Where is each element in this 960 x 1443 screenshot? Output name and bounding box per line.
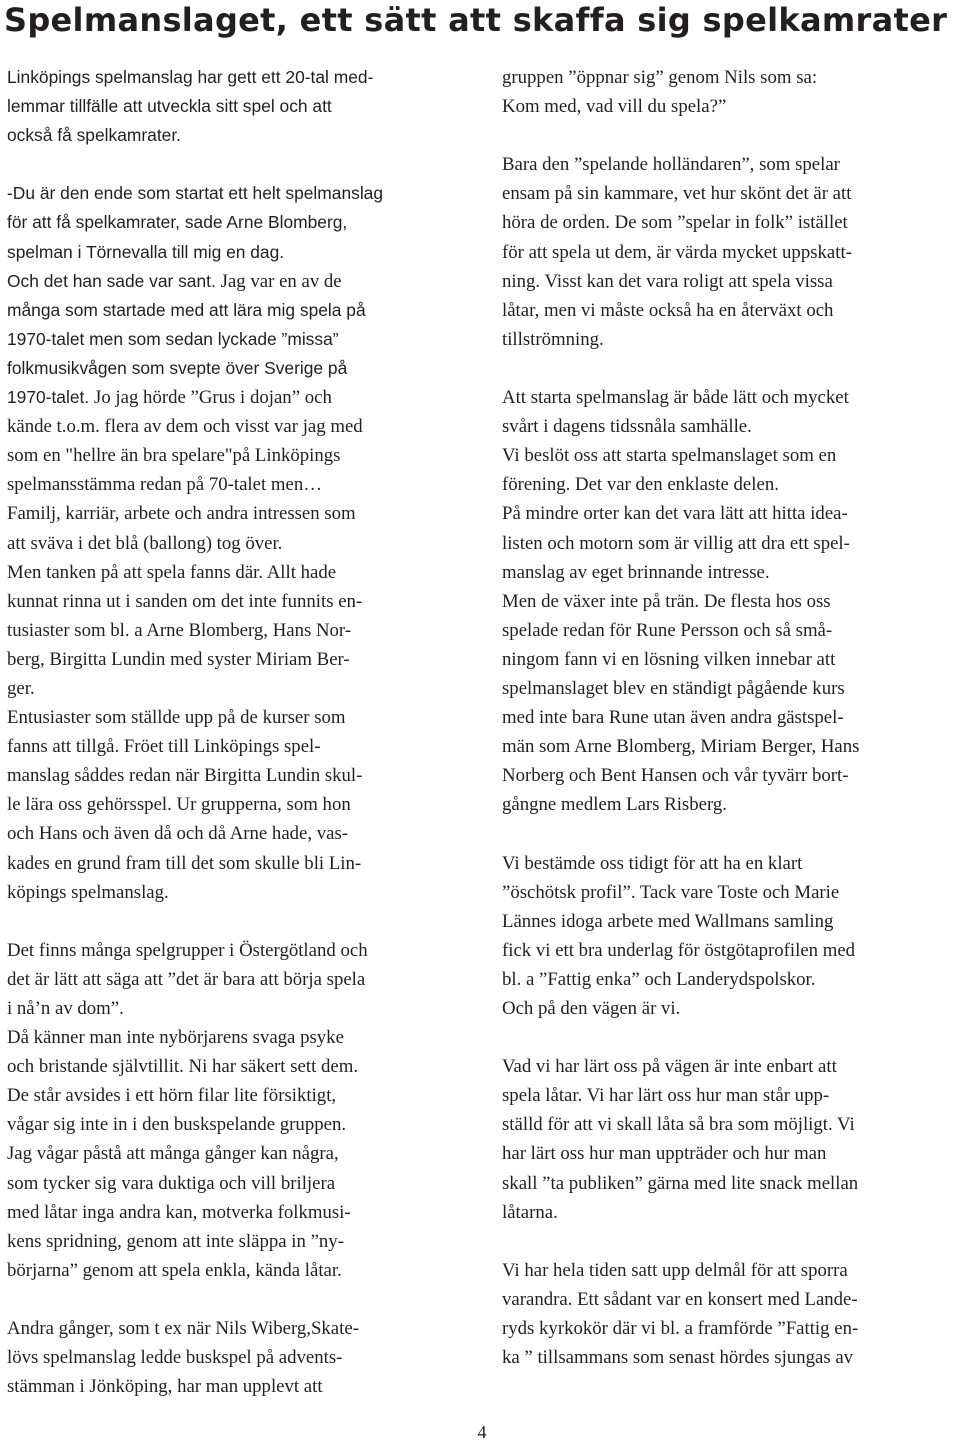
text-segment: På mindre orter kan det vara lätt att hitta idea- — [502, 503, 848, 525]
text-line — [502, 790, 950, 819]
text-line — [502, 645, 950, 674]
text-segment: skall ”ta publiken” gärna med lite snack mellan — [502, 1172, 859, 1194]
text-segment: Då känner man inte nybörjarens svaga psyke — [7, 1027, 344, 1049]
text-segment: spelmanslaget blev en ständigt pågående kurs — [502, 677, 845, 699]
text-line — [7, 1198, 465, 1227]
page-title: Spelmanslaget, ett sätt att skaffa sig spelkamrater — [4, 1, 948, 39]
text-line — [7, 208, 465, 237]
text-segment: stämman i Jönköping, har man upplevt att — [7, 1376, 323, 1398]
text-segment: Och på den vägen är vi. — [502, 998, 681, 1019]
text-segment: spelmansstämma redan på 70-talet men… — [7, 474, 323, 496]
text-segment: låtar, men vi måste också ha en återväxt och — [502, 299, 834, 321]
text-segment: Linköpings spelmanslag har gett ett 20-tal med- — [7, 67, 374, 87]
text-segment: manslag såddes redan när Birgitta Lundin skul- — [7, 765, 363, 787]
text-line — [502, 1169, 950, 1198]
text-line — [502, 1081, 950, 1110]
text-line — [7, 1372, 465, 1401]
text-segment: börjarna” genom att spela enkla, kända låtar. — [7, 1259, 342, 1281]
text-segment: Och det han sade var sant. — [7, 270, 221, 291]
text-segment: det är lätt att säga att ”det är bara att börja spela — [7, 968, 366, 990]
text-segment: ryds kyrkokör där vi bl. a framförde ”Fattig en- — [502, 1318, 859, 1340]
text-line — [7, 238, 465, 267]
text-line — [7, 965, 465, 994]
text-segment: ka ” tillsammans som senast hördes sjungas av — [502, 1347, 854, 1369]
text-line — [502, 936, 950, 965]
text-line — [7, 936, 465, 965]
text-line — [502, 674, 950, 703]
text-segment: fick vi ett bra underlag för östgötaprofilen med — [502, 939, 856, 961]
text-segment: köpings spelmanslag. — [7, 881, 169, 903]
text-segment: låtarna. — [502, 1201, 558, 1223]
text-line — [502, 92, 950, 121]
text-line — [502, 150, 950, 179]
text-segment: som tycker sig vara duktiga och vill briljera — [7, 1172, 336, 1194]
text-line — [7, 92, 465, 121]
text-line — [7, 1081, 465, 1110]
text-segment: Jag var en av de — [220, 270, 342, 292]
text-segment: Det finns många spelgrupper i Östergötland och — [7, 939, 368, 961]
text-segment: Bara den ”spelande holländaren”, som spelar — [502, 154, 840, 176]
text-line — [502, 529, 950, 558]
text-line — [502, 703, 950, 732]
text-line — [7, 325, 465, 354]
page-number: 4 — [477, 1422, 487, 1442]
text-line — [502, 907, 950, 936]
text-line — [502, 1198, 950, 1227]
text-line — [502, 1343, 950, 1372]
text-line — [7, 412, 465, 441]
text-line — [502, 1110, 950, 1139]
text-segment: för att spela ut dem, är värda mycket uppskatt- — [502, 241, 852, 263]
text-segment: ”öschötsk profil”. Tack vare Toste och Marie — [502, 881, 840, 903]
text-line — [7, 1110, 465, 1139]
text-segment: Men de växer inte på trän. De flesta hos oss — [502, 590, 831, 612]
text-segment: Familj, karriär, arbete och andra intressen som — [7, 503, 356, 525]
text-segment: Lännes idoga arbete med Wallmans samling — [502, 910, 834, 932]
text-line — [502, 732, 950, 761]
text-segment: tillströmning. — [502, 328, 604, 350]
text-line — [502, 878, 950, 907]
text-segment: vågar sig inte in i den buskspelande gruppen. — [7, 1114, 347, 1136]
text-line — [502, 761, 950, 790]
text-segment: listen och motorn som är villig att dra ett spel- — [502, 532, 850, 554]
text-segment: har lärt oss hur man uppträder och hur man — [502, 1143, 827, 1165]
text-segment: som en "hellre än bra spelare"på Linköpings — [7, 445, 341, 467]
text-line — [7, 587, 465, 616]
text-line — [7, 1343, 465, 1372]
article-column-left — [7, 63, 465, 1401]
text-segment: med inte bara Rune utan även andra gästspel- — [502, 707, 844, 729]
text-segment: Kom med, vad vill du spela?” — [502, 96, 727, 118]
text-segment: Vi har hela tiden satt upp delmål för att sporra — [502, 1259, 848, 1281]
text-line — [7, 878, 465, 907]
text-line — [502, 587, 950, 616]
text-segment: Vad vi har lärt oss på vägen är inte enbart att — [502, 1056, 837, 1078]
text-segment: många som startade med att lära mig spela på — [7, 299, 366, 320]
paragraph-gap — [502, 121, 950, 150]
text-segment: ställd för att vi skall låta så bra som möjligt. Vi — [502, 1114, 855, 1136]
text-line — [7, 849, 465, 878]
paragraph-gap — [502, 819, 950, 848]
text-segment: berg, Birgitta Lundin med syster Miriam Ber- — [7, 648, 350, 670]
text-line — [502, 412, 950, 441]
text-line — [7, 267, 465, 296]
text-segment: spelman i Törnevalla till mig en dag. — [7, 241, 285, 262]
text-line — [7, 1256, 465, 1285]
text-line — [502, 1139, 950, 1168]
text-line — [502, 965, 950, 994]
paragraph-gap — [7, 150, 465, 179]
text-line — [7, 354, 465, 383]
paragraph-gap — [502, 1227, 950, 1256]
text-segment: lemmar tillfälle att utveckla sitt spel och att — [7, 96, 332, 117]
paragraph-gap — [502, 1023, 950, 1052]
text-segment: för att få spelkamrater, sade Arne Blomberg, — [7, 212, 348, 233]
text-line — [7, 1227, 465, 1256]
text-line — [502, 325, 950, 354]
text-segment: Vi beslöt oss att starta spelmanslaget som en — [502, 445, 837, 467]
text-line — [7, 703, 465, 732]
text-segment: svårt i dagens tidssnåla samhälle. — [502, 416, 752, 438]
text-segment: 1970-talet. — [7, 387, 95, 408]
text-segment: spelade redan för Rune Persson och så små- — [502, 619, 833, 641]
text-line — [502, 1285, 950, 1314]
text-line — [502, 63, 950, 92]
text-line — [502, 849, 950, 878]
text-segment: Jag vågar påstå att många gånger kan några, — [7, 1143, 339, 1165]
text-line — [502, 238, 950, 267]
text-segment: 1970-talet men som sedan lyckade ”missa” — [7, 328, 339, 349]
text-line — [502, 1256, 950, 1285]
text-line — [7, 1139, 465, 1168]
text-segment: Jo jag hörde ”Grus i dojan” och — [94, 387, 332, 409]
text-line — [502, 1052, 950, 1081]
text-segment: fanns att tillgå. Fröet till Linköpings spel- — [7, 736, 321, 758]
text-segment: med låtar inga andra kan, motverka folkmusi- — [7, 1201, 351, 1223]
text-line — [502, 499, 950, 528]
text-segment: män som Arne Blomberg, Miriam Berger, Hans — [502, 736, 860, 758]
paragraph-gap — [7, 1285, 465, 1314]
text-segment: De står avsides i ett hörn filar lite försiktigt, — [7, 1085, 337, 1107]
text-segment: kunnat rinna ut i sanden om det inte funnits en- — [7, 590, 363, 612]
text-line — [502, 558, 950, 587]
text-segment: Vi bestämde oss tidigt för att ha en klart — [502, 852, 803, 874]
paragraph-gap — [502, 354, 950, 383]
text-segment: gångne medlem Lars Risberg. — [502, 794, 727, 816]
text-segment: Norberg och Bent Hansen och vår tyvärr bort- — [502, 765, 849, 787]
text-line — [7, 1052, 465, 1081]
text-segment: gruppen ”öppnar sig” genom Nils som sa: — [502, 67, 818, 88]
text-segment: och bristande självtillit. Ni har säkert sett dem. — [7, 1056, 359, 1078]
text-line — [7, 645, 465, 674]
text-line — [502, 296, 950, 325]
text-segment: ensam på sin kammare, vet hur skönt det är att — [502, 183, 852, 205]
text-line — [7, 558, 465, 587]
text-segment: ger. — [7, 677, 35, 699]
text-line — [7, 994, 465, 1023]
text-segment: -Du är den ende som startat ett helt spelmanslag — [7, 183, 384, 204]
text-line — [7, 470, 465, 499]
text-line — [7, 63, 465, 92]
text-line — [7, 1023, 465, 1052]
text-line — [502, 1314, 950, 1343]
text-line — [502, 267, 950, 296]
text-line — [502, 616, 950, 645]
text-line — [7, 790, 465, 819]
text-segment: också få spelkamrater. — [7, 125, 181, 146]
text-line — [7, 441, 465, 470]
text-line — [7, 674, 465, 703]
text-segment: att sväva i det blå (ballong) tog över. — [7, 532, 283, 554]
text-segment: Entusiaster som ställde upp på de kurser som — [7, 707, 346, 729]
text-line — [7, 1314, 465, 1343]
text-line — [502, 208, 950, 237]
text-line — [502, 179, 950, 208]
paragraph-gap — [7, 907, 465, 936]
text-segment: kens spridning, genom att inte släppa in ”ny- — [7, 1230, 344, 1252]
text-segment: Men tanken på att spela fanns där. Allt hade — [7, 561, 337, 583]
text-segment: kände t.o.m. flera av dem och visst var jag med — [7, 416, 363, 438]
text-line — [7, 529, 465, 558]
article-column-right — [502, 63, 950, 1372]
text-line — [7, 616, 465, 645]
text-segment: le lära oss gehörsspel. Ur grupperna, som hon — [7, 794, 351, 816]
text-line — [7, 1169, 465, 1198]
text-line — [7, 732, 465, 761]
text-segment: och Hans och även då och då Arne hade, vas- — [7, 823, 349, 845]
text-line — [502, 441, 950, 470]
text-segment: ning. Visst kan det vara roligt att spela vissa — [502, 270, 833, 292]
text-segment: Att starta spelmanslag är både lätt och mycket — [502, 387, 849, 409]
text-segment: förening. Det var den enklaste delen. — [502, 474, 779, 496]
text-line — [7, 383, 465, 412]
text-segment: bl. a ”Fattig enka” och Landerydspolskor. — [502, 968, 816, 990]
text-segment: varandra. Ett sådant var en konsert med Lande- — [502, 1288, 858, 1310]
text-segment: i nå’n av dom”. — [7, 998, 124, 1019]
text-line — [7, 121, 465, 150]
text-segment: spela låtar. Vi har lärt oss hur man står upp- — [502, 1085, 830, 1107]
text-line — [7, 819, 465, 848]
text-segment: höra de orden. De som ”spelar in folk” istället — [502, 212, 848, 234]
text-line — [502, 994, 950, 1023]
text-segment: ningom fann vi en lösning vilken innebar att — [502, 648, 836, 670]
text-line — [7, 761, 465, 790]
text-segment: folkmusikvågen som svepte över Sverige på — [7, 357, 348, 378]
text-segment: kades en grund fram till det som skulle bli Lin- — [7, 852, 362, 874]
text-segment: lövs spelmanslag ledde buskspel på advents- — [7, 1347, 343, 1369]
text-line — [502, 383, 950, 412]
text-segment: manslag av eget brinnande intresse. — [502, 561, 770, 583]
text-line — [7, 179, 465, 208]
text-segment: tusiaster som bl. a Arne Blomberg, Hans Nor- — [7, 619, 352, 641]
text-segment: Andra gånger, som t ex när Nils Wiberg,Skate- — [7, 1318, 359, 1340]
text-line — [7, 499, 465, 528]
text-line — [502, 470, 950, 499]
text-line — [7, 296, 465, 325]
